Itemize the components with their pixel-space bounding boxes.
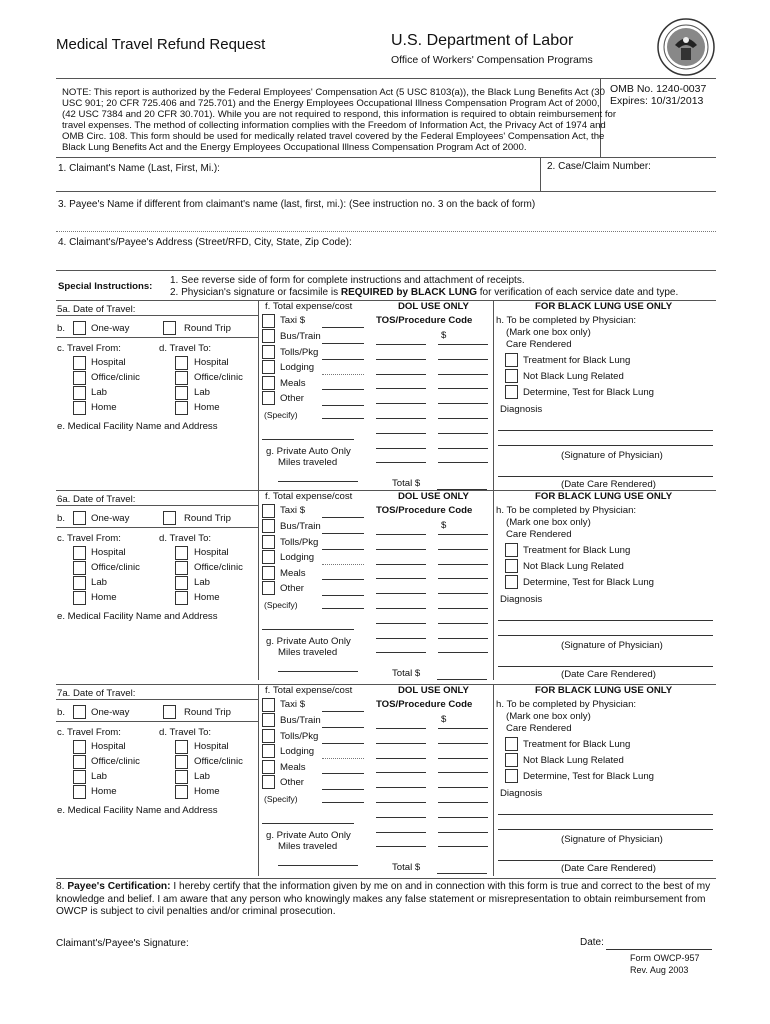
treatment-checkbox[interactable] [505, 543, 518, 557]
not-related-label: Not Black Lung Related [523, 561, 624, 572]
total-expense-label: f. Total expense/cost [265, 491, 353, 502]
travel-to-office-clinic-checkbox[interactable] [175, 561, 188, 575]
care-rendered-label: Care Rendered [506, 339, 572, 350]
travel-to-hospital-checkbox[interactable] [175, 546, 188, 560]
total-expense-label: f. Total expense/cost [265, 301, 353, 312]
tos-code-label: TOS/Procedure Code [376, 315, 473, 326]
determine-test-label: Determine, Test for Black Lung [523, 771, 654, 782]
miles-traveled-input[interactable] [278, 470, 358, 481]
office-name: Office of Workers' Compensation Programs [391, 54, 593, 66]
meals-checkbox[interactable] [262, 566, 275, 580]
trip-label: b. [57, 707, 66, 718]
travel-to-office-clinic-label: Office/clinic [194, 756, 243, 767]
travel-to-hospital-checkbox[interactable] [175, 740, 188, 754]
round-trip-checkbox[interactable] [163, 321, 176, 335]
travel-to-lab-checkbox[interactable] [175, 770, 188, 784]
travel-to-hospital-label: Hospital [194, 357, 229, 368]
travel-to-hospital-checkbox[interactable] [175, 356, 188, 370]
travel-from-home-label: Home [91, 592, 117, 603]
omb-expiration: Expires: 10/31/2013 [610, 95, 704, 107]
determine-test-label: Determine, Test for Black Lung [523, 387, 654, 398]
form-title: Medical Travel Refund Request [56, 36, 266, 53]
date-of-travel-input[interactable] [142, 493, 252, 505]
not-related-checkbox[interactable] [505, 369, 518, 383]
travel-from-hospital-checkbox[interactable] [73, 546, 86, 560]
lodging-label: Lodging [280, 746, 315, 757]
medical-facility-input[interactable] [60, 820, 252, 860]
travel-to-office-clinic-checkbox[interactable] [175, 755, 188, 769]
specify-label: (Specify) [264, 410, 298, 420]
medical-facility-label: e. Medical Facility Name and Address [57, 421, 218, 432]
dollar-label: $ [441, 330, 447, 341]
diagnosis-label: Diagnosis [500, 594, 543, 605]
dol-seal [657, 18, 715, 76]
travel-from-office-clinic-label: Office/clinic [91, 372, 140, 383]
black-lung-use-label: FOR BLACK LUNG USE ONLY [535, 301, 673, 312]
tolls-label: Tolls/Pkg [280, 731, 319, 742]
special-instruction-2: 2. Physician's signature or facsimile is REQUIRED by BLACK LUNG for verification of each service date and type. [170, 287, 679, 298]
physician-signature-label: (Signature of Physician) [561, 834, 663, 845]
miles-traveled-label: Miles traveled [278, 457, 338, 468]
diagnosis-input[interactable] [500, 607, 710, 619]
physician-signature-label: (Signature of Physician) [561, 640, 663, 651]
meals-label: Meals [280, 378, 306, 389]
medical-facility-input[interactable] [60, 626, 252, 666]
lodging-label: Lodging [280, 362, 315, 373]
dollar-label: $ [441, 714, 447, 725]
black-lung-use-label: FOR BLACK LUNG USE ONLY [535, 491, 673, 502]
bus-train-label: Bus/Train [280, 331, 321, 342]
other-checkbox[interactable] [262, 581, 275, 595]
travel-to-label: d. Travel To: [159, 343, 212, 354]
payee-name-label: 3. Payee's Name if different from claimant's name (last, first, mi.): (See instruction no. 3 on the back of form) [58, 199, 536, 210]
black-lung-use-label: FOR BLACK LUNG USE ONLY [535, 685, 673, 696]
lodging-checkbox[interactable] [262, 360, 275, 374]
travel-from-lab-label: Lab [91, 771, 108, 782]
miles-traveled-label: Miles traveled [278, 841, 338, 852]
claimant-name-input[interactable] [60, 176, 530, 189]
taxi-label: Taxi $ [280, 505, 306, 516]
determine-test-label: Determine, Test for Black Lung [523, 577, 654, 588]
claimant-signature-input[interactable] [200, 936, 560, 949]
one-way-label: One-way [91, 323, 130, 334]
travel-to-home-checkbox[interactable] [175, 785, 188, 799]
address-input[interactable] [60, 252, 710, 265]
travel-from-home-checkbox[interactable] [73, 785, 86, 799]
travel-from-office-clinic-label: Office/clinic [91, 562, 140, 573]
date-care-rendered-label: (Date Care Rendered) [561, 863, 656, 874]
treatment-checkbox[interactable] [505, 737, 518, 751]
travel-from-home-label: Home [91, 786, 117, 797]
treatment-label: Treatment for Black Lung [523, 545, 631, 556]
meals-checkbox[interactable] [262, 376, 275, 390]
private-auto-label: g. Private Auto Only [266, 446, 351, 457]
tolls-label: Tolls/Pkg [280, 537, 319, 548]
total-label: Total $ [392, 862, 421, 873]
not-related-label: Not Black Lung Related [523, 755, 624, 766]
date-of-travel-input[interactable] [142, 303, 252, 315]
dol-use-only-label: DOL USE ONLY [398, 301, 469, 312]
round-trip-checkbox[interactable] [163, 511, 176, 525]
one-way-checkbox[interactable] [73, 511, 86, 525]
physician-label: h. To be completed by Physician: [496, 505, 637, 516]
other-checkbox[interactable] [262, 775, 275, 789]
travel-from-hospital-label: Hospital [91, 357, 126, 368]
miles-traveled-input[interactable] [278, 854, 358, 865]
travel-from-hospital-label: Hospital [91, 741, 126, 752]
travel-to-office-clinic-label: Office/clinic [194, 562, 243, 573]
round-trip-label: Round Trip [184, 323, 231, 334]
travel-to-lab-label: Lab [194, 577, 211, 588]
omb-number: OMB No. 1240-0037 [610, 83, 707, 95]
mark-one-label: (Mark one box only) [506, 517, 591, 528]
trip-label: b. [57, 323, 66, 334]
other-label: Other [280, 777, 304, 788]
travel-to-home-label: Home [194, 592, 220, 603]
travel-to-lab-label: Lab [194, 771, 211, 782]
miles-traveled-input[interactable] [278, 660, 358, 671]
travel-to-office-clinic-checkbox[interactable] [175, 371, 188, 385]
travel-to-lab-checkbox[interactable] [175, 576, 188, 590]
one-way-checkbox[interactable] [73, 321, 86, 335]
total-label: Total $ [392, 668, 421, 679]
date-label: Date: [580, 937, 604, 948]
travel-to-home-checkbox[interactable] [175, 401, 188, 415]
not-related-label: Not Black Lung Related [523, 371, 624, 382]
department-name: U.S. Department of Labor [391, 32, 574, 49]
travel-from-home-checkbox[interactable] [73, 591, 86, 605]
case-number-input[interactable] [548, 176, 708, 189]
specify-label: (Specify) [264, 600, 298, 610]
claimant-signature-label: Claimant's/Payee's Signature: [56, 938, 189, 949]
physician-label: h. To be completed by Physician: [496, 315, 637, 326]
date-of-travel-label: 6a. Date of Travel: [57, 494, 136, 505]
dollar-label: $ [441, 520, 447, 531]
total-expense-label: f. Total expense/cost [265, 685, 353, 696]
miles-traveled-label: Miles traveled [278, 647, 338, 658]
travel-to-lab-label: Lab [194, 387, 211, 398]
tolls-checkbox[interactable] [262, 535, 275, 549]
physician-label: h. To be completed by Physician: [496, 699, 637, 710]
other-checkbox[interactable] [262, 391, 275, 405]
bus-train-checkbox[interactable] [262, 329, 275, 343]
case-number-label: 2. Case/Claim Number: [547, 161, 651, 172]
travel-from-lab-checkbox[interactable] [73, 770, 86, 784]
travel-from-hospital-checkbox[interactable] [73, 740, 86, 754]
other-label: Other [280, 583, 304, 594]
note-line: OMB Circ. 108. This form should be used for medically related travel covered by the Federal Employees' Compensation Act, the [62, 131, 605, 142]
diagnosis-input[interactable] [500, 801, 710, 813]
mark-one-label: (Mark one box only) [506, 327, 591, 338]
treatment-label: Treatment for Black Lung [523, 739, 631, 750]
one-way-label: One-way [91, 513, 130, 524]
travel-to-label: d. Travel To: [159, 533, 212, 544]
travel-from-hospital-checkbox[interactable] [73, 356, 86, 370]
payee-certification: 8. Payee's Certification: I hereby certify that the information given by me on and in connection with this form is true and correct to the best of my knowledge and belief. I am aware that any person who knowingly makes any false statement or misrepresentation to obtain reimbursement from OWCP is subject to civil penalties and/or criminal prosecution. [56, 881, 711, 917]
signature-date-input[interactable] [606, 936, 711, 949]
travel-to-home-checkbox[interactable] [175, 591, 188, 605]
private-auto-label: g. Private Auto Only [266, 830, 351, 841]
other-label: Other [280, 393, 304, 404]
meals-label: Meals [280, 762, 306, 773]
claimant-name-label: 1. Claimant's Name (Last, First, Mi.): [58, 163, 220, 174]
dol-use-only-label: DOL USE ONLY [398, 491, 469, 502]
round-trip-label: Round Trip [184, 707, 231, 718]
lodging-checkbox[interactable] [262, 744, 275, 758]
bus-train-label: Bus/Train [280, 521, 321, 532]
travel-from-hospital-label: Hospital [91, 547, 126, 558]
travel-from-label: c. Travel From: [57, 343, 121, 354]
address-label: 4. Claimant's/Payee's Address (Street/RFD, City, State, Zip Code): [58, 237, 352, 248]
private-auto-label: g. Private Auto Only [266, 636, 351, 647]
travel-from-label: c. Travel From: [57, 727, 121, 738]
determine-test-checkbox[interactable] [505, 769, 518, 783]
medical-facility-input[interactable] [60, 436, 252, 476]
travel-from-home-checkbox[interactable] [73, 401, 86, 415]
determine-test-checkbox[interactable] [505, 385, 518, 399]
bus-train-checkbox[interactable] [262, 519, 275, 533]
revision-date: Rev. Aug 2003 [630, 965, 689, 975]
tolls-checkbox[interactable] [262, 729, 275, 743]
travel-to-hospital-label: Hospital [194, 741, 229, 752]
diagnosis-input[interactable] [500, 417, 710, 429]
tos-code-label: TOS/Procedure Code [376, 505, 473, 516]
bus-train-label: Bus/Train [280, 715, 321, 726]
lodging-label: Lodging [280, 552, 315, 563]
dol-use-only-label: DOL USE ONLY [398, 685, 469, 696]
form-number: Form OWCP-957 [630, 953, 700, 963]
travel-from-lab-label: Lab [91, 577, 108, 588]
travel-from-label: c. Travel From: [57, 533, 121, 544]
care-rendered-label: Care Rendered [506, 529, 572, 540]
meals-label: Meals [280, 568, 306, 579]
travel-to-hospital-label: Hospital [194, 547, 229, 558]
medical-facility-label: e. Medical Facility Name and Address [57, 611, 218, 622]
treatment-checkbox[interactable] [505, 353, 518, 367]
travel-to-lab-checkbox[interactable] [175, 386, 188, 400]
date-of-travel-label: 5a. Date of Travel: [57, 304, 136, 315]
treatment-label: Treatment for Black Lung [523, 355, 631, 366]
one-way-label: One-way [91, 707, 130, 718]
date-of-travel-input[interactable] [142, 687, 252, 699]
determine-test-checkbox[interactable] [505, 575, 518, 589]
note-line: NOTE: This report is authorized by the Federal Employees' Compensation Act (5 USC 8103(a)), the Black Lung Benefits Act (30 [62, 87, 605, 98]
round-trip-label: Round Trip [184, 513, 231, 524]
travel-from-office-clinic-label: Office/clinic [91, 756, 140, 767]
mark-one-label: (Mark one box only) [506, 711, 591, 722]
one-way-checkbox[interactable] [73, 705, 86, 719]
medical-facility-label: e. Medical Facility Name and Address [57, 805, 218, 816]
travel-from-lab-label: Lab [91, 387, 108, 398]
special-instructions-label: Special Instructions: [58, 281, 153, 292]
travel-to-label: d. Travel To: [159, 727, 212, 738]
bus-train-checkbox[interactable] [262, 713, 275, 727]
payee-name-input[interactable] [60, 215, 710, 228]
travel-to-office-clinic-label: Office/clinic [194, 372, 243, 383]
not-related-checkbox[interactable] [505, 559, 518, 573]
travel-to-home-label: Home [194, 786, 220, 797]
not-related-checkbox[interactable] [505, 753, 518, 767]
date-care-rendered-label: (Date Care Rendered) [561, 479, 656, 490]
taxi-label: Taxi $ [280, 315, 306, 326]
tolls-checkbox[interactable] [262, 345, 275, 359]
travel-from-home-label: Home [91, 402, 117, 413]
note-line: Black Lung Benefits Act and the Energy Employees Occupational Illness Compensation Program Act of 2000. [62, 142, 527, 153]
lodging-checkbox[interactable] [262, 550, 275, 564]
tos-code-label: TOS/Procedure Code [376, 699, 473, 710]
trip-label: b. [57, 513, 66, 524]
date-care-rendered-label: (Date Care Rendered) [561, 669, 656, 680]
travel-from-office-clinic-checkbox[interactable] [73, 371, 86, 385]
privacy-note [62, 87, 616, 153]
travel-from-lab-checkbox[interactable] [73, 576, 86, 590]
taxi-checkbox[interactable] [262, 698, 275, 712]
travel-from-office-clinic-checkbox[interactable] [73, 755, 86, 769]
total-label: Total $ [392, 478, 421, 489]
date-of-travel-label: 7a. Date of Travel: [57, 688, 136, 699]
travel-from-lab-checkbox[interactable] [73, 386, 86, 400]
meals-checkbox[interactable] [262, 760, 275, 774]
travel-from-office-clinic-checkbox[interactable] [73, 561, 86, 575]
taxi-label: Taxi $ [280, 699, 306, 710]
special-instruction-1: 1. See reverse side of form for complete instructions and attachment of receipts. [170, 275, 525, 286]
round-trip-checkbox[interactable] [163, 705, 176, 719]
taxi-checkbox[interactable] [262, 314, 275, 328]
note-line: (42 USC 7384 and 20 CFR 30.701). While you are not required to respond, this information is required to obtain reimbursement for [62, 109, 617, 120]
specify-label: (Specify) [264, 794, 298, 804]
note-line: travel expenses. The method of collecting information complies with the Freedom of Information Act, the Privacy Act of 1974 and [62, 120, 606, 131]
care-rendered-label: Care Rendered [506, 723, 572, 734]
diagnosis-label: Diagnosis [500, 404, 543, 415]
taxi-checkbox[interactable] [262, 504, 275, 518]
note-line: USC 901; 20 CFR 725.406 and 725.701) and the Energy Employees Occupational Illness Compensation Program Act of 2000, [62, 98, 600, 109]
physician-signature-label: (Signature of Physician) [561, 450, 663, 461]
diagnosis-label: Diagnosis [500, 788, 543, 799]
tolls-label: Tolls/Pkg [280, 347, 319, 358]
travel-to-home-label: Home [194, 402, 220, 413]
